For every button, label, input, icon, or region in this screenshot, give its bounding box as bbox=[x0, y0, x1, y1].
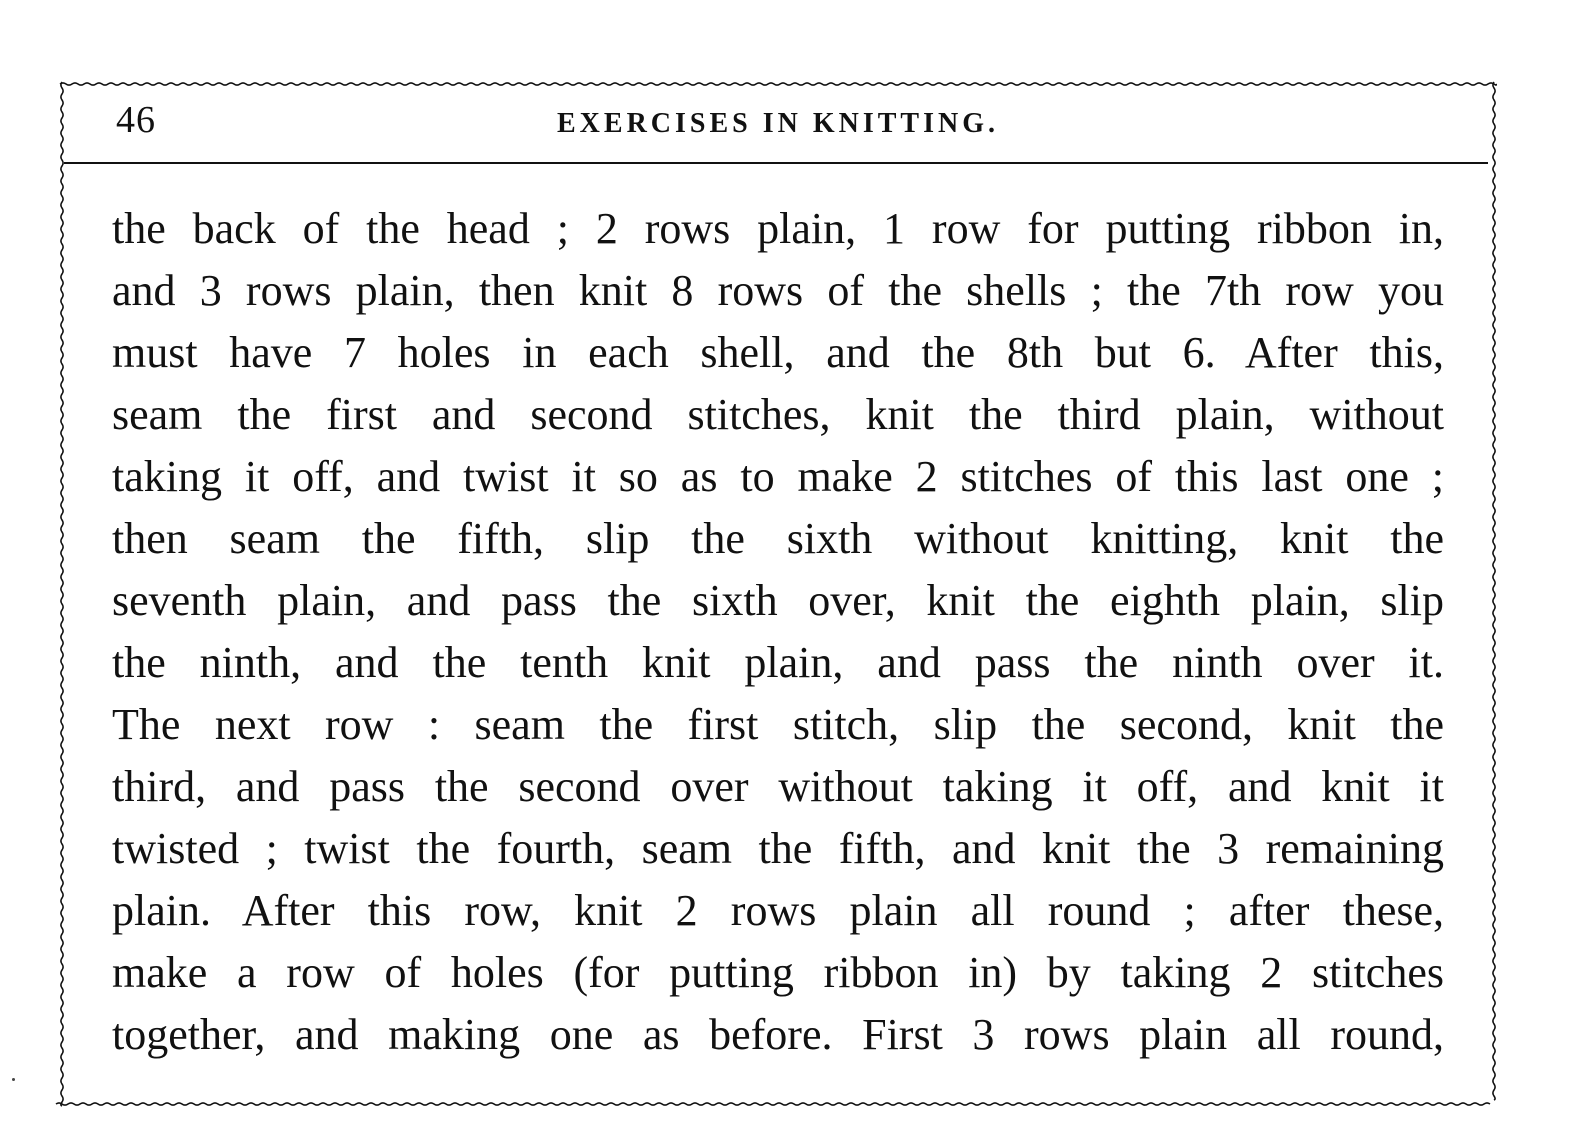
text-line: plain. After this row, knit 2 rows plain all round ; after these, bbox=[112, 886, 1444, 935]
body-text bbox=[112, 198, 1444, 1066]
page-frame bbox=[60, 82, 1496, 1106]
text-line: the ninth, and the tenth knit plain, and pass the ninth over it. bbox=[112, 638, 1444, 687]
text-line: third, and pass the second over without taking it off, and knit it bbox=[112, 762, 1444, 811]
header-rule bbox=[64, 162, 1488, 164]
running-title: EXERCISES IN KNITTING. bbox=[557, 108, 999, 139]
text-line: make a row of holes (for putting ribbon in) by taking 2 stitches bbox=[112, 948, 1444, 997]
text-line: taking it off, and twist it so as to make 2 stitches of this last one ; bbox=[112, 452, 1444, 501]
text-line: together, and making one as before. First 3 rows plain all round, bbox=[112, 1010, 1444, 1059]
text-line: then seam the fifth, slip the sixth without knitting, knit the bbox=[112, 514, 1444, 563]
text-line: and 3 rows plain, then knit 8 rows of the shells ; the 7th row you bbox=[112, 266, 1444, 315]
text-line: The next row : seam the first stitch, slip the second, knit the bbox=[112, 700, 1444, 749]
margin-speck bbox=[12, 1078, 15, 1081]
page-number: 46 bbox=[116, 99, 156, 141]
text-line: seventh plain, and pass the sixth over, knit the eighth plain, slip bbox=[112, 576, 1444, 625]
text-line: twisted ; twist the fourth, seam the fifth, and knit the 3 remaining bbox=[112, 824, 1444, 873]
text-line: the back of the head ; 2 rows plain, 1 row for putting ribbon in, bbox=[112, 204, 1444, 253]
text-line: must have 7 holes in each shell, and the 8th but 6. After this, bbox=[112, 328, 1444, 377]
text-line: seam the first and second stitches, knit the third plain, without bbox=[112, 390, 1444, 439]
